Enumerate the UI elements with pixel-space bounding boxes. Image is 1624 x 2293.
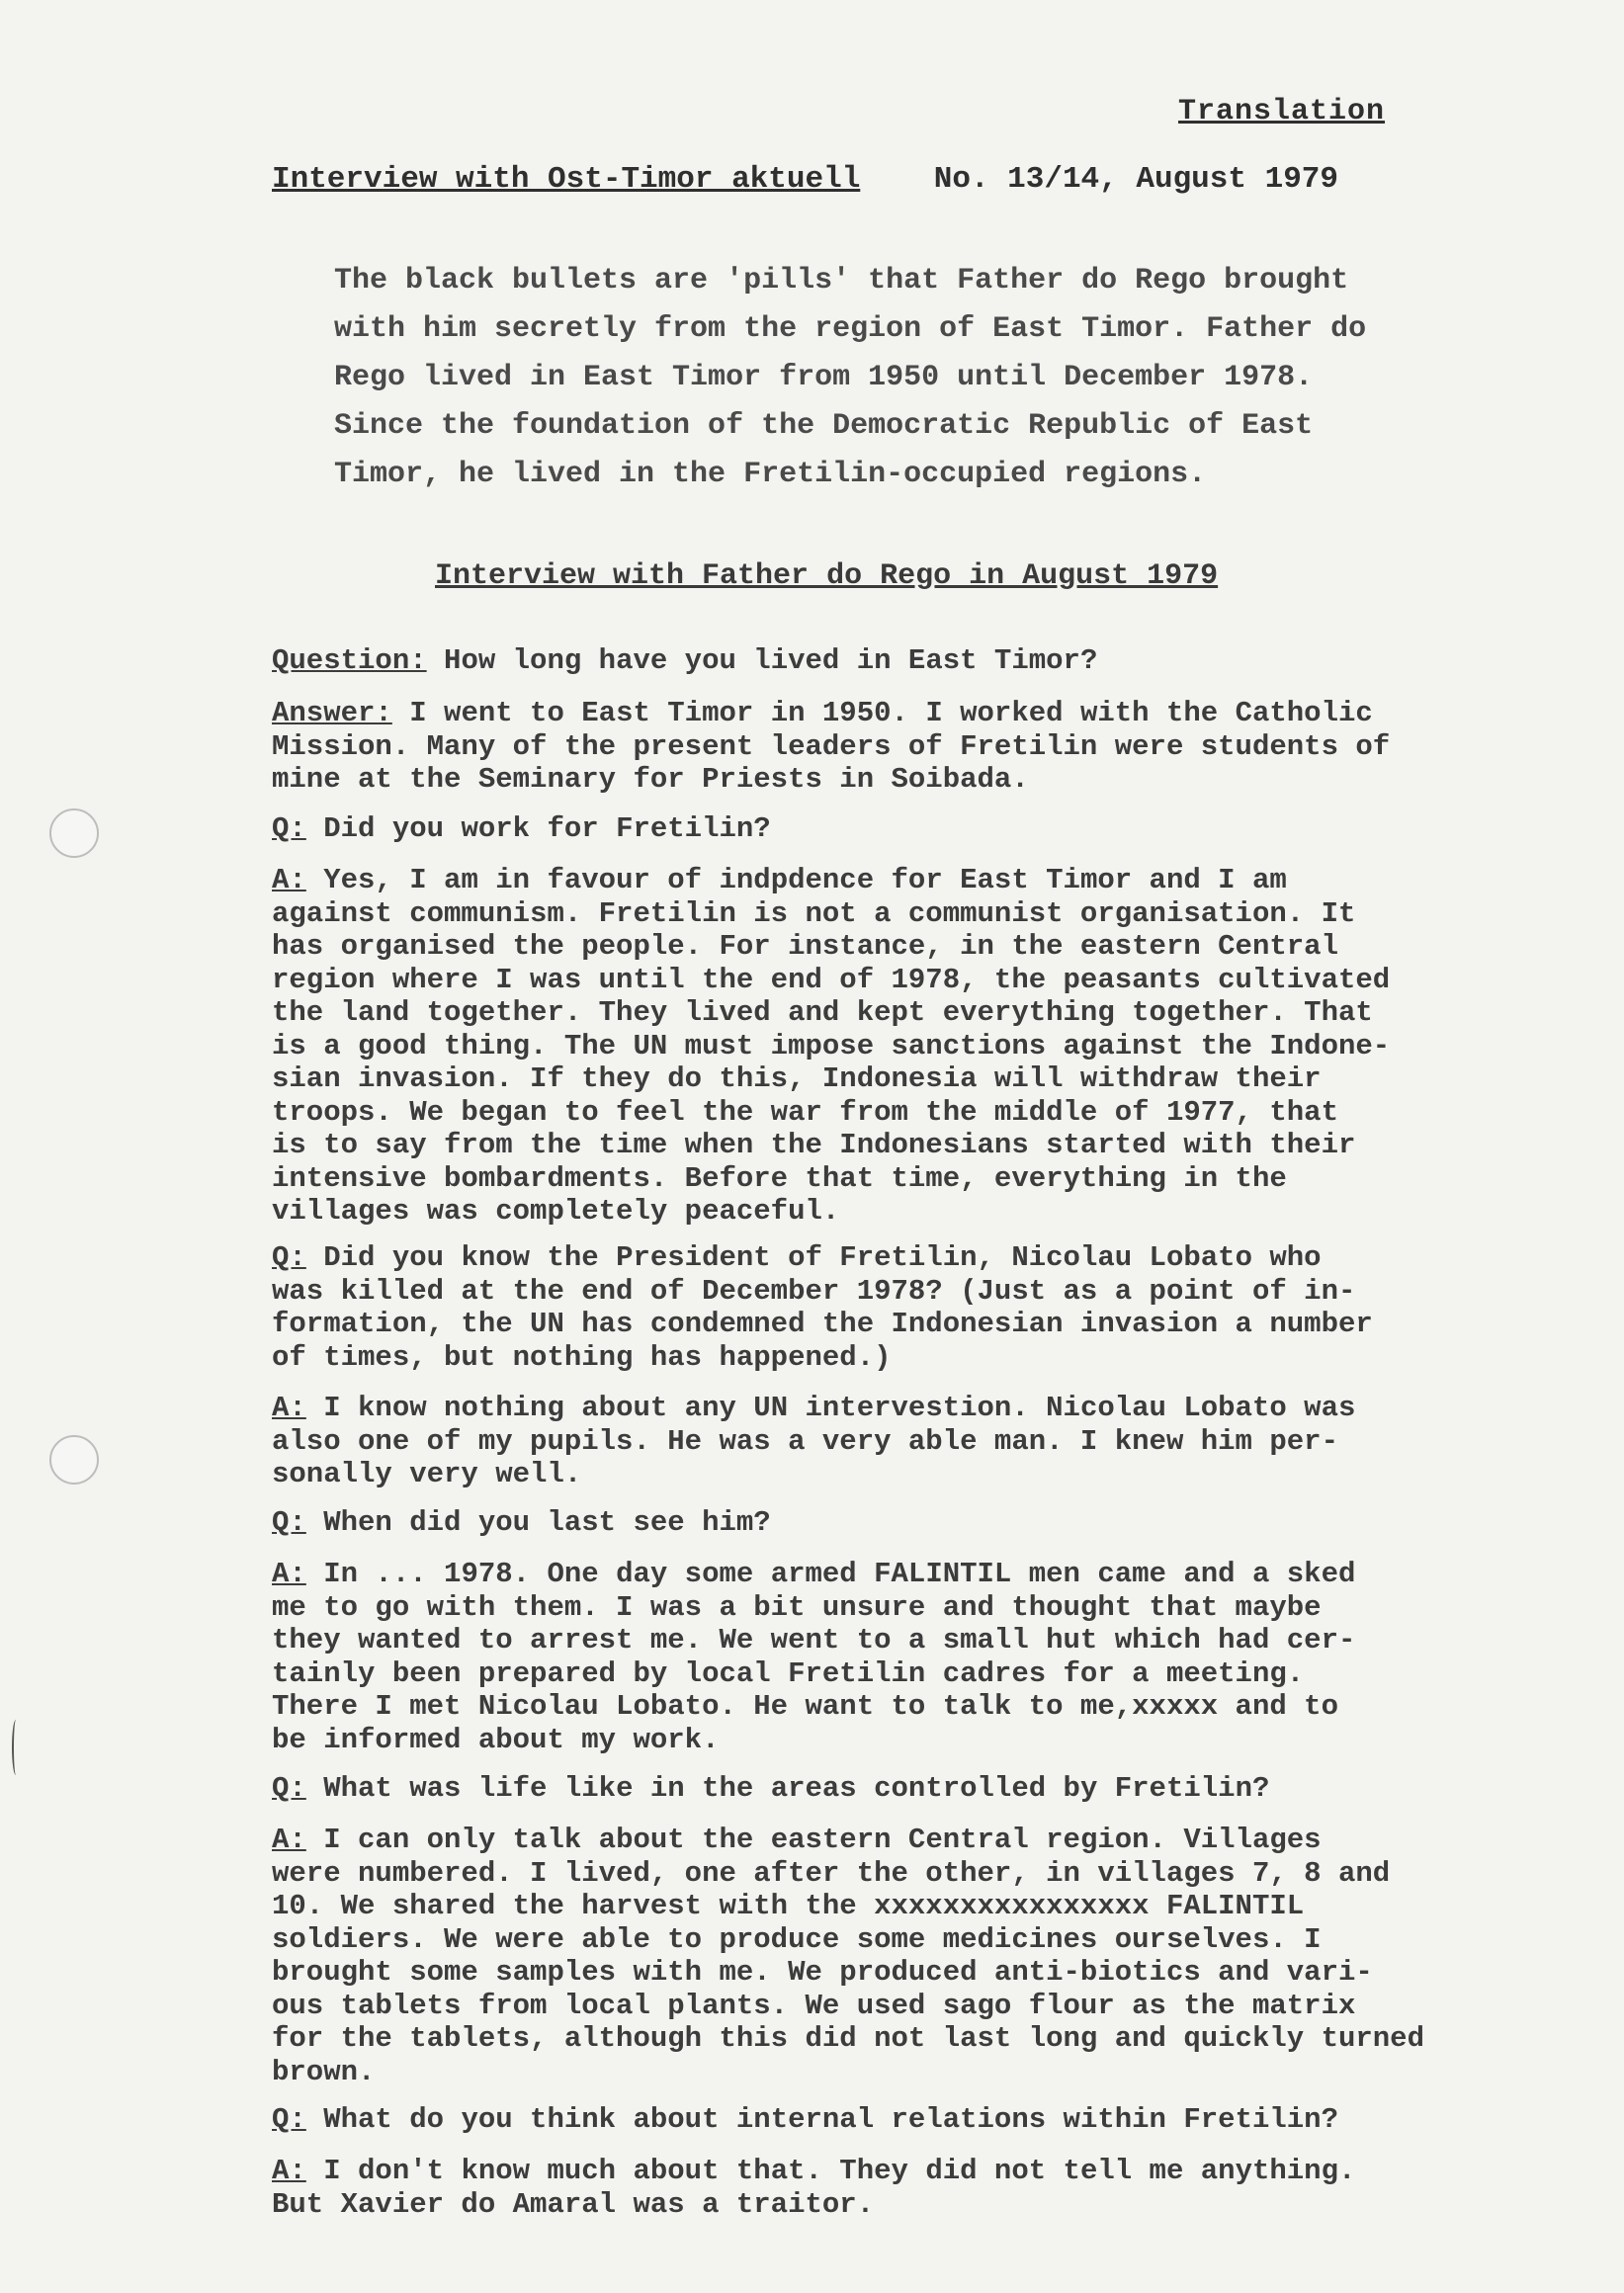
interview-subheading: Interview with Father do Rego in August 1979 bbox=[435, 559, 1219, 593]
punch-hole-lower bbox=[49, 1435, 99, 1485]
qa-text: What do you think about internal relations within Fretilin? bbox=[305, 2103, 1338, 2136]
qa-label: A: bbox=[272, 1392, 306, 1424]
qa-block-question-2 bbox=[272, 812, 1596, 846]
translation-label: Translation bbox=[1178, 95, 1386, 128]
qa-text: I can only talk about the eastern Central region. Villages were numbered. I lived, one after the other, in villages 7, 8 and 10. We shared the harvest with the xxxxxxxxxxxxxxxx FALINTIL soldiers. We were able to produce some medicines ourselves. I brought some samples with me. We produced anti-biotics and vari- ous tablets from local plants. We used sago flour as the matrix for the tablets, although this did not last long and quickly turned brown. bbox=[272, 1824, 1424, 2088]
intro-paragraph: The black bullets are 'pills' that Father do Rego brought with him secretly from the region of East Timor. Father do Rego lived in East Timor from 1950 until December 1978. Since the foundation of the Democratic Republic of East Timor, he lived in the Fretilin-occupied regions. bbox=[334, 264, 1367, 491]
qa-block-question-5 bbox=[272, 1772, 1596, 1806]
qa-text: In ... 1978. One day some armed FALINTIL men came and a sked me to go with them. I was a bit unsure and thought that maybe they wanted to arrest me. We went to a small hut which had cer- tainly been prepared by local Fretilin cadres for a meeting. There I met Nicolau Lobato. He want to talk to me,xxxxx and to be informed about my work. bbox=[272, 1558, 1356, 1756]
qa-block-answer-3 bbox=[272, 1392, 1596, 1491]
qa-text: Did you know the President of Fretilin, Nicolau Lobato who was killed at the end of December 1978? (Just as a point of in- formation, the UN has condemned the Indonesian invasion a number of times, but nothing has happened.) bbox=[272, 1241, 1373, 1374]
qa-block-question-4 bbox=[272, 1506, 1596, 1540]
punch-hole-upper bbox=[49, 808, 99, 858]
qa-label: A: bbox=[272, 864, 306, 896]
qa-label: A: bbox=[272, 1824, 306, 1856]
qa-label: A: bbox=[272, 2155, 306, 2187]
qa-text: I went to East Timor in 1950. I worked with the Catholic Mission. Many of the present leaders of Fretilin were students of mine at the Seminary for Priests in Soibada. bbox=[272, 697, 1391, 796]
qa-label: Answer: bbox=[272, 697, 392, 729]
qa-text: Did you work for Fretilin? bbox=[305, 812, 771, 845]
qa-label: Q: bbox=[272, 1772, 306, 1805]
qa-block-answer-1 bbox=[272, 697, 1596, 797]
qa-text: I don't know much about that. They did not tell me anything. But Xavier do Amaral was a traitor. bbox=[272, 2155, 1356, 2221]
margin-mark bbox=[12, 1720, 20, 1775]
qa-text: I know nothing about any UN intervestion. Nicolau Lobato was also one of my pupils. He was a very able man. I knew him per- sonally very well. bbox=[272, 1392, 1356, 1490]
qa-text: When did you last see him? bbox=[305, 1506, 771, 1539]
qa-text: Yes, I am in favour of indpdence for East Timor and I am against communism. Fretilin is not a communist organisation. It has organised the people. For instance, in the eastern Central region where I was until the end of 1978, the peasants cultivated the land together. They lived and kept everything together. That is a good thing. The UN must impose sanctions against the Indone- sian invasion. If they do this, Indonesia will withdraw their troops. We began to feel the war from the middle of 1977, that is to say from the time when the Indonesians started with their intensive bombardments. Before that time, everything in the villages was completely peaceful. bbox=[272, 864, 1391, 1228]
qa-block-answer-5 bbox=[272, 1824, 1596, 2088]
qa-label: Q: bbox=[272, 2103, 306, 2136]
qa-label: Q: bbox=[272, 1241, 306, 1274]
qa-block-question-3 bbox=[272, 1241, 1596, 1374]
header-line bbox=[272, 162, 1338, 197]
qa-label: Q: bbox=[272, 1506, 306, 1539]
qa-block-answer-4 bbox=[272, 1558, 1596, 1756]
qa-label: A: bbox=[272, 1558, 306, 1590]
qa-label: Q: bbox=[272, 812, 306, 845]
qa-label: Question: bbox=[272, 644, 427, 677]
qa-block-question-6 bbox=[272, 2103, 1596, 2137]
qa-text: What was life like in the areas controlled by Fretilin? bbox=[305, 1772, 1270, 1805]
qa-block-answer-2 bbox=[272, 864, 1596, 1229]
qa-text: How long have you lived in East Timor? bbox=[426, 644, 1098, 677]
qa-block-answer-6 bbox=[272, 2155, 1596, 2221]
source-title: Interview with Ost-Timor aktuell bbox=[272, 162, 861, 197]
issue-info: No. 13/14, August 1979 bbox=[933, 162, 1339, 197]
qa-block-question-1 bbox=[272, 644, 1596, 678]
